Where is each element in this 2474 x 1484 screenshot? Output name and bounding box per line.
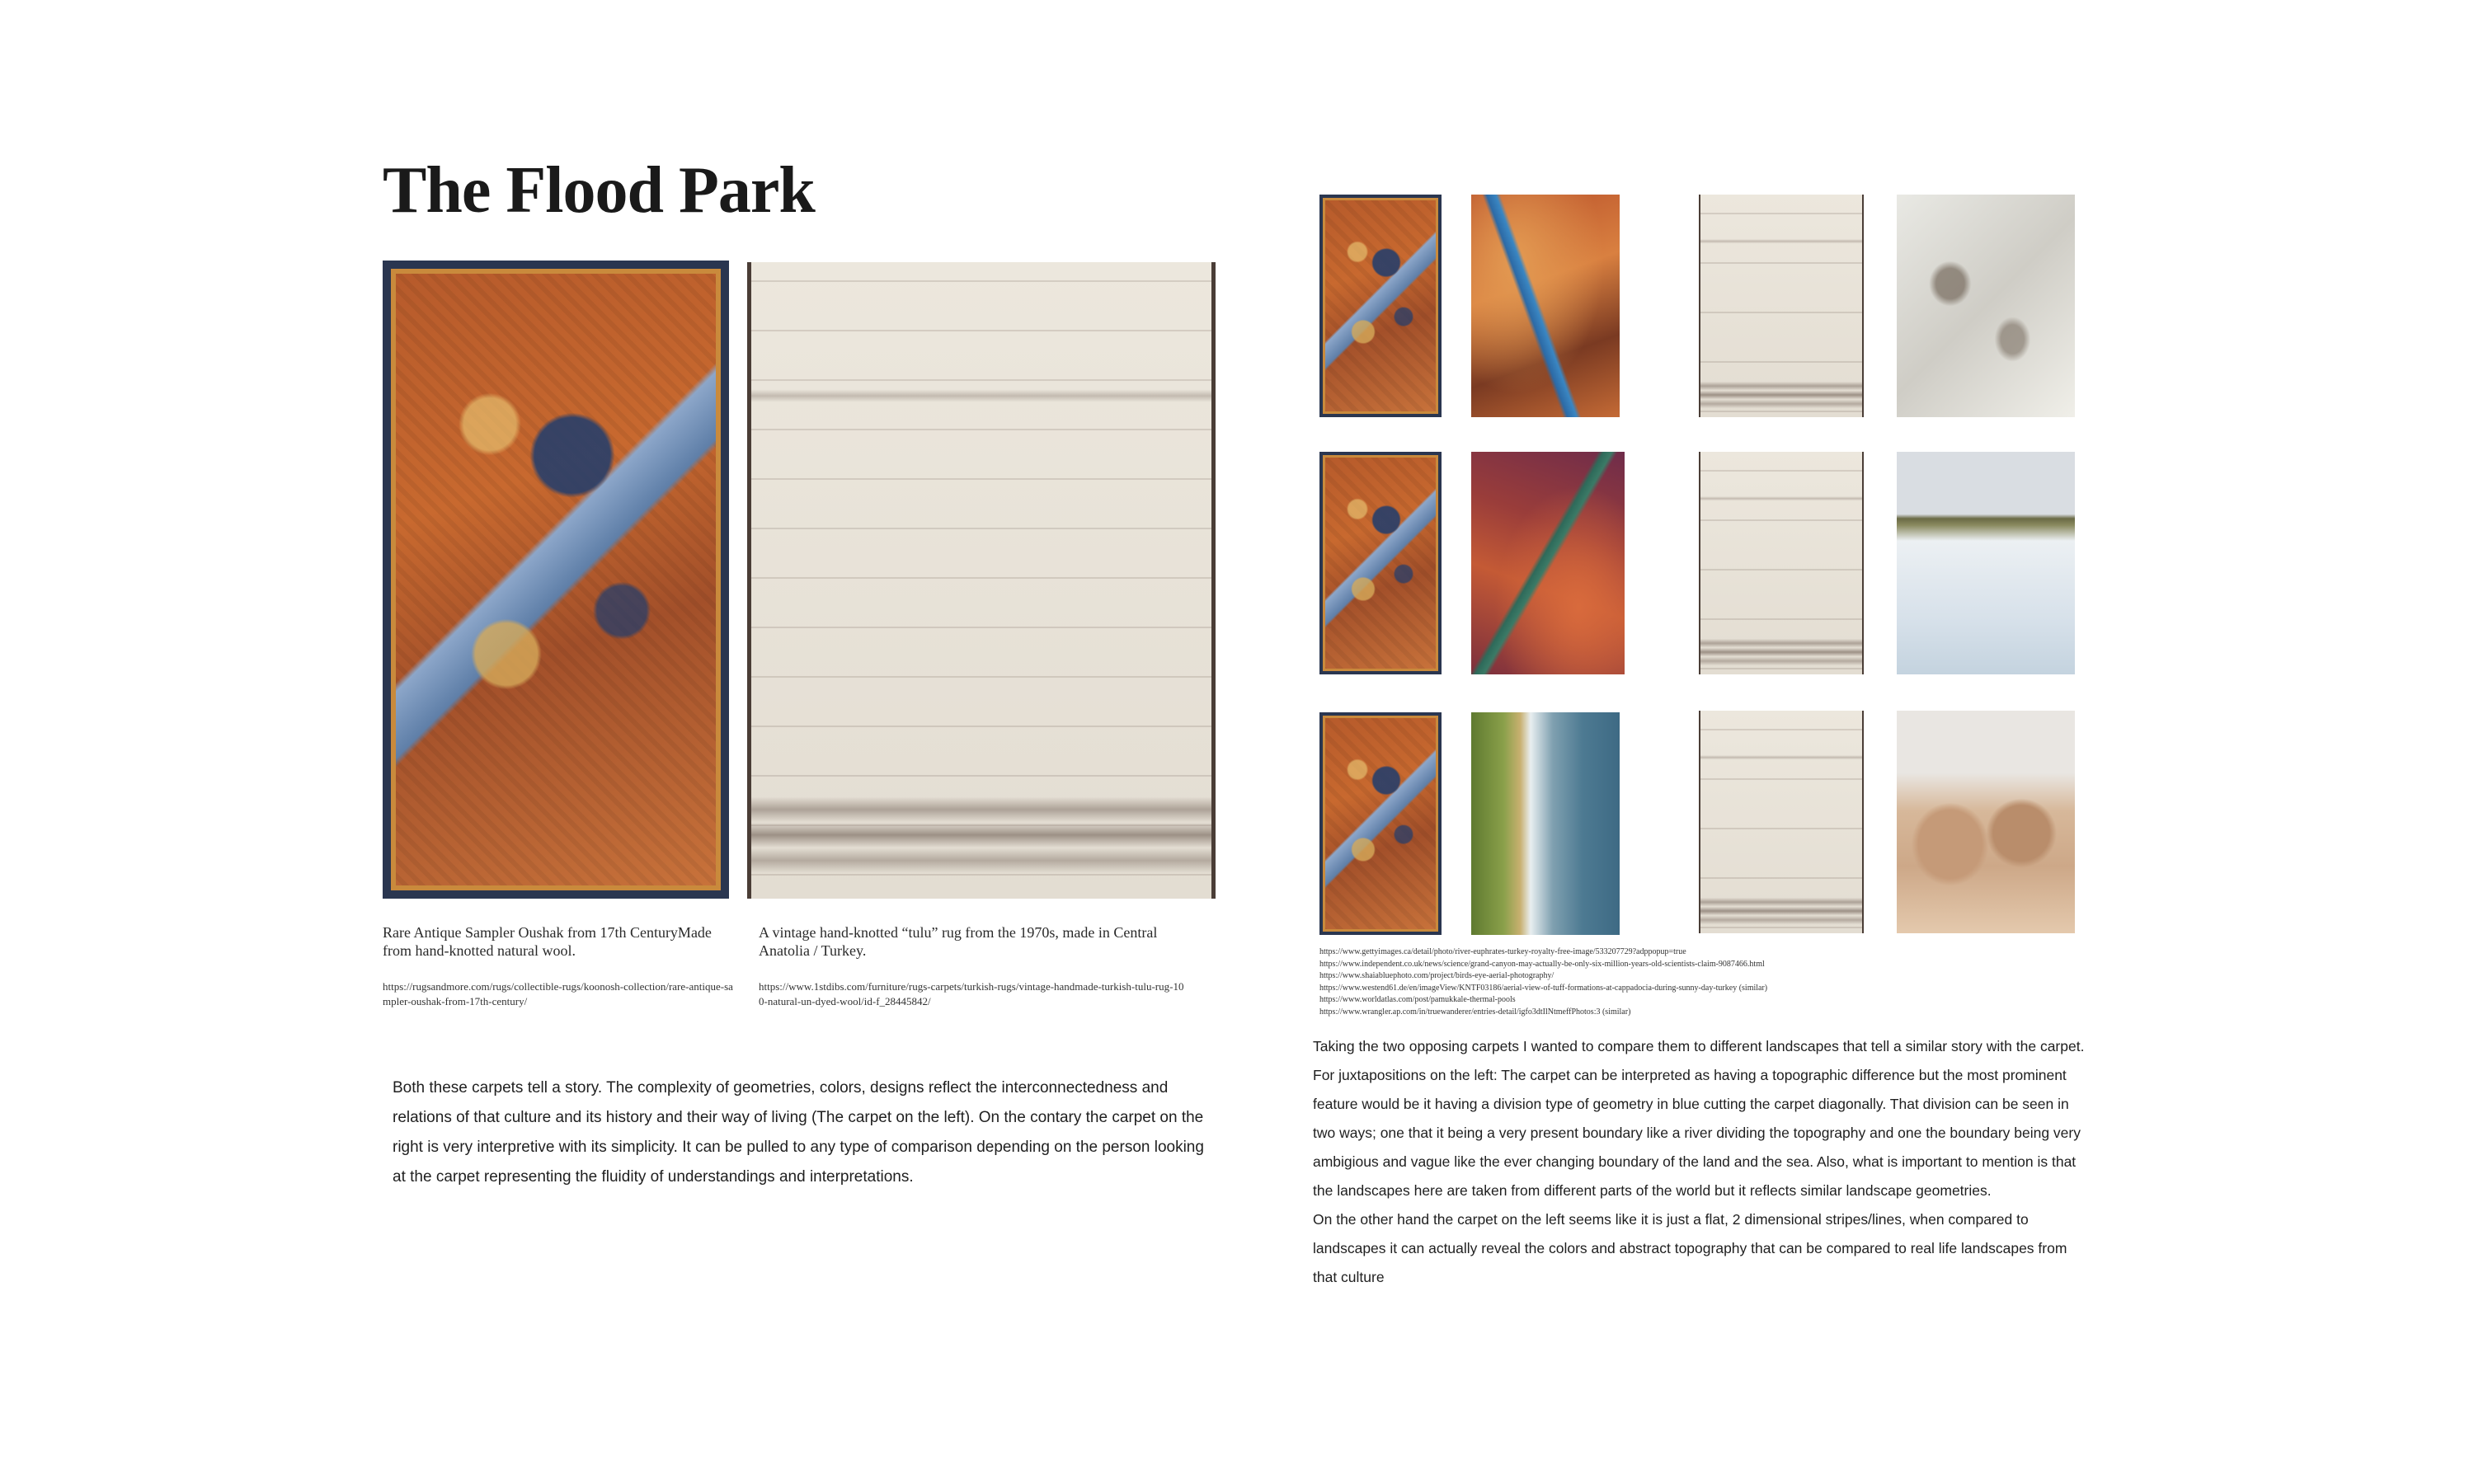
tulu-thumb-3 bbox=[1699, 711, 1864, 933]
cappadocia-landscape-image bbox=[1897, 711, 2075, 933]
right-body-text bbox=[1313, 1032, 2095, 1292]
source-link[interactable]: https://www.shaiabluephoto.com/project/birds-eye-aerial-photography/ bbox=[1319, 971, 1554, 981]
source-links-list bbox=[1319, 946, 2012, 1019]
oushak-caption: Rare Antique Sampler Oushak from 17th CenturyMade from hand-knotted natural wool. bbox=[383, 924, 712, 959]
tulu-thumb-1 bbox=[1699, 195, 1864, 417]
tulu-rug-image bbox=[747, 262, 1216, 899]
river-canyon-landscape-image bbox=[1471, 195, 1620, 417]
pamukkale-landscape-image bbox=[1897, 452, 2075, 674]
source-link[interactable]: https://www.wrangler.ap.com/in/truewanderer/entries-detail/igfo3dtIlNtmeffPhotos:3 (similar) bbox=[1319, 1007, 1631, 1017]
source-link[interactable]: https://www.gettyimages.ca/detail/photo/river-euphrates-turkey-royalty-free-image/533207729?adppopup=true bbox=[1319, 947, 1686, 956]
oushak-thumb-2 bbox=[1319, 452, 1442, 674]
source-link[interactable]: https://www.westend61.de/en/imageView/KNTF03186/aerial-view-of-tuff-formations-at-cappadocia-during-sunny-day-turkey (similar) bbox=[1319, 983, 1768, 993]
tulu-thumb-2 bbox=[1699, 452, 1864, 674]
source-link[interactable]: https://www.independent.co.uk/news/science/grand-canyon-may-actually-be-only-six-million-years-old-scientists-claim-9087466.html bbox=[1319, 959, 1765, 969]
source-link[interactable]: https://www.worldatlas.com/post/pamukkale-thermal-pools bbox=[1319, 995, 1516, 1005]
oushak-source-link[interactable]: https://rugsandmore.com/rugs/collectible-rugs/koonosh-collection/rare-antique-sampler-oushak-from-17th-century/ bbox=[383, 980, 733, 1007]
snow-landscape-image bbox=[1897, 195, 2075, 417]
oushak-thumb-1 bbox=[1319, 195, 1442, 417]
oushak-rug-image bbox=[383, 261, 729, 899]
left-body-paragraph: Both these carpets tell a story. The complexity of geometries, colors, designs reflect the interconnectedness and relations of that culture and its history and their way of living (The carpet on the left). On the contary the carpet on the right is very interpretive with its simplicity. It can be pulled to any type of comparison depending on the person looking at the carpet representing the fluidity of understandings and interpretations. bbox=[393, 1079, 1204, 1186]
coastline-landscape-image bbox=[1471, 712, 1620, 935]
tulu-caption: A vintage hand-knotted “tulu” rug from the 1970s, made in Central Anatolia / Turkey. bbox=[759, 924, 1158, 959]
grand-canyon-landscape-image bbox=[1471, 452, 1625, 674]
page-title: The Flood Park bbox=[383, 154, 815, 227]
right-body-paragraph-1: Taking the two opposing carpets I wanted to compare them to different landscapes that tell a similar story with the carpet. For juxtapositions on the left: The carpet can be interpreted as having a topographic difference but the most prominent feature would be it having a division type of geometry in blue cutting the carpet diagonally. That division can be seen in two ways; one that it being a very present boundary like a river dividing the topography and one the boundary being very ambigious and vague like the ever changing boundary of the land and the sea. Also, what is important to mention is that the landscapes here are taken from different parts of the world but it reflects similar landscape geometries. bbox=[1313, 1038, 2085, 1199]
right-body-paragraph-2: On the other hand the carpet on the left seems like it is just a flat, 2 dimensional stripes/lines, when compared to landscapes it can actually reveal the colors and abstract topography that can be compared to real life landscapes from that culture bbox=[1313, 1211, 2067, 1285]
tulu-source-link[interactable]: https://www.1stdibs.com/furniture/rugs-carpets/turkish-rugs/vintage-handmade-turkish-tulu-rug-100-natural-un-dyed-wool/id-f_28445842/ bbox=[759, 980, 1184, 1007]
oushak-thumb-3 bbox=[1319, 712, 1442, 935]
